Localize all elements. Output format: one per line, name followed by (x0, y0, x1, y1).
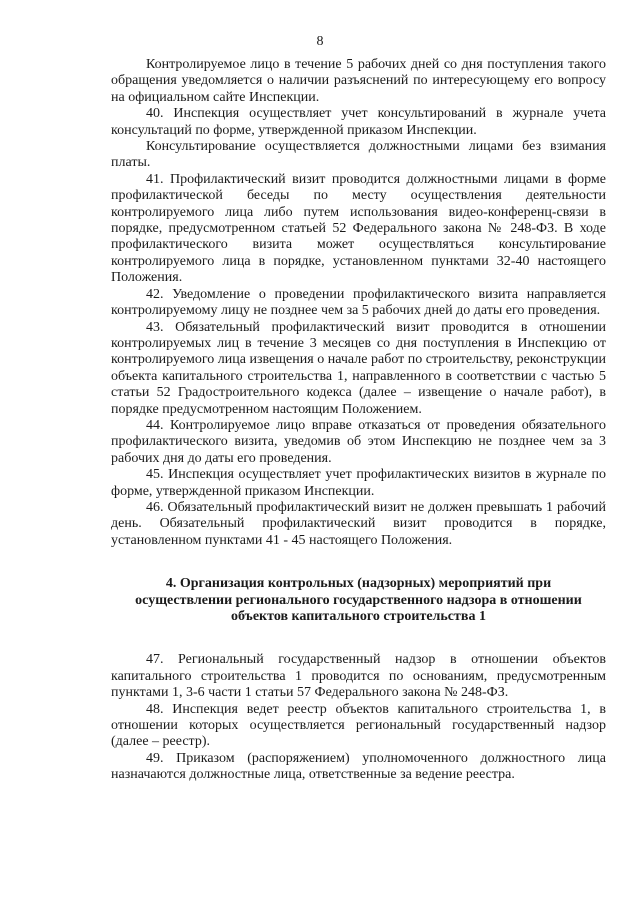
paragraph-49: 49. Приказом (распоряжением) уполномоченного должностного лица назначаются должностные лица, ответственные за ведение реестра. (111, 750, 606, 783)
paragraph-41: 41. Профилактический визит проводится должностными лицами в форме профилактической беседы по месту осуществления деятельности контролируемого лица либо путем использования видео-конференц-связи в порядке, предусмотренном статьей 52 Федерального закона № 248-ФЗ. В ходе профилактического визита может осуществляться консультирование контролируемого лица в порядке, установленном пунктами 32-40 настоящего Положения. (111, 171, 606, 286)
paragraph: Контролируемое лицо в течение 5 рабочих дней со дня поступления такого обращения уведомляется о наличии разъяснений по интересующему его вопросу на официальном сайте Инспекции. (111, 57, 606, 105)
section-heading: 4. Организация контрольных (надзорных) мероприятий при осуществлении регионального государственного надзора в отношении объектов капитального строительства 1 (135, 576, 582, 624)
paragraph-47: 47. Региональный государственный надзор в отношении объектов капитального строительства 1 проводится по основаниям, предусмотренным пунктами 1, 3-6 части 1 статьи 57 Федерального закона № 248-ФЗ. (111, 652, 606, 701)
paragraph: Консультирование осуществляется должностными лицами без взимания платы. (111, 139, 606, 171)
paragraph-43: 43. Обязательный профилактический визит проводится в отношении контролируемых лиц в течение 3 месяцев со дня поступления в Инспекцию от контролируемого лица извещения о начале работ по строительству, реконструкции объекта капитального строительства 1, направленного в соответствии с частью 5 статьи 52 Градостроительного кодекса (далее – извещение о начале работ), в порядке предусмотренном настоящим Положением. (111, 319, 606, 417)
paragraph-40: 40. Инспекция осуществляет учет консультирований в журнале учета консультаций по форме, утвержденной приказом Инспекции. (111, 106, 606, 138)
paragraph-42: 42. Уведомление о проведении профилактического визита направляется контролируемому лицу не позднее чем за 5 рабочих дней до даты его проведения. (111, 286, 606, 319)
paragraph-45: 45. Инспекция осуществляет учет профилактических визитов в журнале по форме, утвержденной приказом Инспекции. (111, 467, 606, 499)
page-number: 8 (316, 34, 324, 49)
paragraph-48: 48. Инспекция ведет реестр объектов капитального строительства 1, в отношении которых осуществляется региональный государственный надзор (далее – реестр). (111, 701, 606, 750)
paragraph-44: 44. Контролируемое лицо вправе отказаться от проведения обязательного профилактического визита, уведомив об этом Инспекцию не позднее чем за 3 рабочих дня до даты его проведения. (111, 417, 606, 466)
paragraph-46: 46. Обязательный профилактический визит не должен превышать 1 рабочий день. Обязательный профилактический визит проводится в порядке, установленном пунктами 41 - 45 настоящего Положения. (111, 499, 606, 548)
document-body (111, 57, 606, 784)
